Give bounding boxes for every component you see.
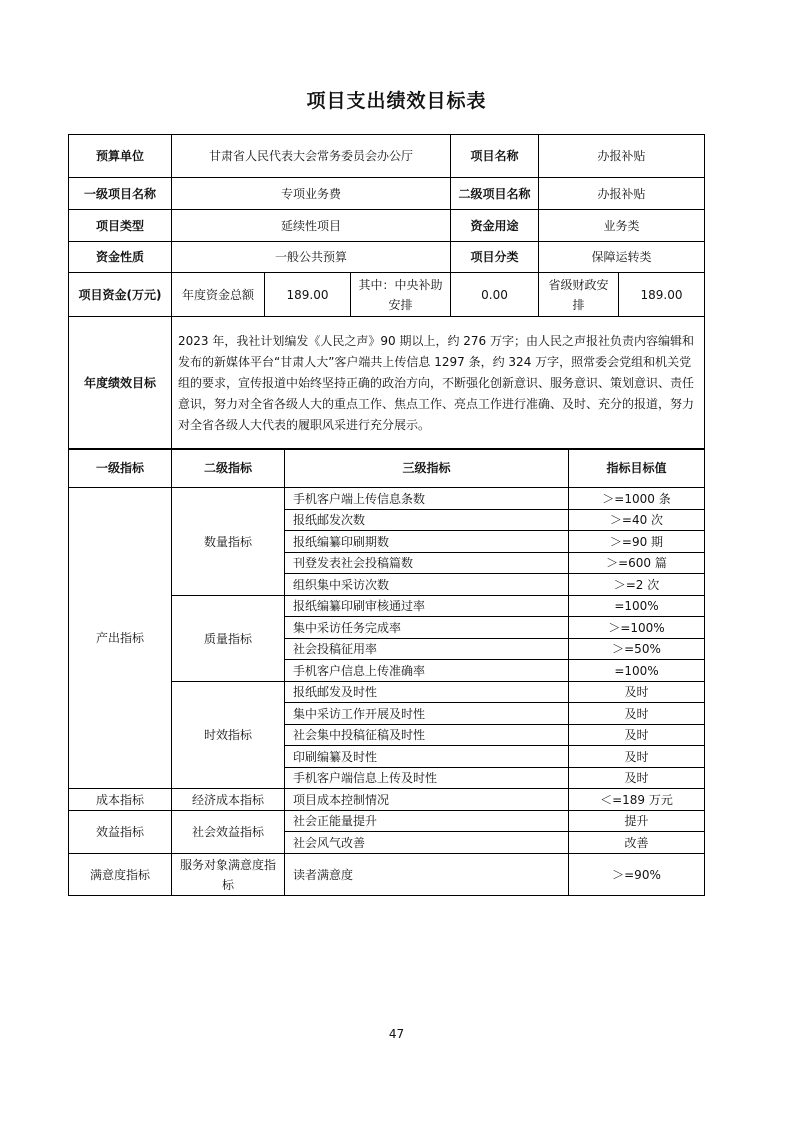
- provincial-label: 省级财政安排: [539, 273, 619, 317]
- annual-goal-label: 年度绩效目标: [69, 317, 172, 450]
- indicator-value: 及时: [569, 725, 705, 746]
- indicator-name: 读者满意度: [285, 854, 569, 896]
- header-level1: 一级指标: [69, 449, 172, 488]
- benefit-sub-label: 社会效益指标: [172, 811, 285, 854]
- central-subsidy-value: 0.00: [451, 273, 539, 317]
- indicator-name: 组织集中采访次数: [285, 574, 569, 596]
- output-indicator-label: 产出指标: [69, 488, 172, 789]
- header-level3: 三级指标: [285, 449, 569, 488]
- fund-use-label: 资金用途: [451, 210, 539, 242]
- indicator-name: 报纸编纂印刷审核通过率: [285, 596, 569, 617]
- indicator-value: ＞=90 期: [569, 531, 705, 553]
- project-category-label: 项目分类: [451, 242, 539, 273]
- cost-sub-label: 经济成本指标: [172, 789, 285, 811]
- indicator-value: ＞=600 篇: [569, 553, 705, 574]
- indicator-value: ＞=40 次: [569, 510, 705, 531]
- indicators-table: [68, 448, 705, 896]
- indicator-name: 社会投稿征用率: [285, 639, 569, 660]
- indicator-value: ＜=189 万元: [569, 789, 705, 811]
- timeliness-indicator-label: 时效指标: [172, 682, 285, 789]
- indicator-value: ＞=1000 条: [569, 488, 705, 510]
- project-name-value: 办报补贴: [539, 135, 705, 178]
- project-name-label: 项目名称: [451, 135, 539, 178]
- indicator-name: 报纸邮发及时性: [285, 682, 569, 703]
- page-title: 项目支出绩效目标表: [306, 90, 487, 112]
- indicator-value: ＞=90%: [569, 854, 705, 896]
- indicator-value: ＞=50%: [569, 639, 705, 660]
- indicator-name: 社会风气改善: [285, 832, 569, 854]
- indicator-value: 及时: [569, 682, 705, 703]
- indicator-value: ＞=2 次: [569, 574, 705, 596]
- level1-name-label: 一级项目名称: [69, 178, 172, 210]
- provincial-value: 189.00: [619, 273, 705, 317]
- satisfaction-sub-label: 服务对象满意度指标: [172, 854, 285, 896]
- header-level2: 二级指标: [172, 449, 285, 488]
- level2-name-label: 二级项目名称: [451, 178, 539, 210]
- indicator-value: =100%: [569, 660, 705, 682]
- budget-unit-value: 甘肃省人民代表大会常务委员会办公厅: [172, 135, 451, 178]
- header-target: 指标目标值: [569, 449, 705, 488]
- indicator-value: 及时: [569, 703, 705, 725]
- funds-label: 项目资金(万元): [69, 273, 172, 317]
- project-type-label: 项目类型: [69, 210, 172, 242]
- indicator-name: 印刷编纂及时性: [285, 746, 569, 768]
- annual-total-label: 年度资金总额: [172, 273, 265, 317]
- project-category-value: 保障运转类: [539, 242, 705, 273]
- indicator-value: 改善: [569, 832, 705, 854]
- cost-indicator-label: 成本指标: [69, 789, 172, 811]
- quality-indicator-label: 质量指标: [172, 596, 285, 682]
- benefit-indicator-label: 效益指标: [69, 811, 172, 854]
- indicator-name: 手机客户信息上传准确率: [285, 660, 569, 682]
- central-subsidy-label: 其中：中央补助安排: [351, 273, 451, 317]
- indicator-name: 手机客户端信息上传及时性: [285, 768, 569, 789]
- annual-total-value: 189.00: [265, 273, 351, 317]
- level1-name-value: 专项业务费: [172, 178, 451, 210]
- indicator-name: 社会集中投稿征稿及时性: [285, 725, 569, 746]
- satisfaction-indicator-label: 满意度指标: [69, 854, 172, 896]
- indicator-name: 集中采访任务完成率: [285, 617, 569, 639]
- annual-goal-text: 2023 年，我社计划编发《人民之声》90 期以上，约 276 万字；由人民之声报社负责内容编辑和发布的新媒体平台“甘肃人大”客户端共上传信息 1297 条，约 324 万字，照常委会党组和机关党组的要求，宣传报道中始终坚持正确的政治方向，不断强化创新意识、服务意识、策划意识、责任意识，努力对全省各级人大的重点工作、焦点工作、亮点工作进行准确、及时、充分的报道，努力对全省各级人大代表的履职风采进行充分展示。: [172, 317, 705, 450]
- project-info-table: [68, 134, 705, 450]
- indicator-name: 刊登发表社会投稿篇数: [285, 553, 569, 574]
- indicator-name: 项目成本控制情况: [285, 789, 569, 811]
- indicator-value: ＞=100%: [569, 617, 705, 639]
- indicator-value: =100%: [569, 596, 705, 617]
- quantity-indicator-label: 数量指标: [172, 488, 285, 596]
- fund-nature-value: 一般公共预算: [172, 242, 451, 273]
- project-type-value: 延续性项目: [172, 210, 451, 242]
- indicator-name: 手机客户端上传信息条数: [285, 488, 569, 510]
- indicator-value: 提升: [569, 811, 705, 832]
- indicator-name: 社会正能量提升: [285, 811, 569, 832]
- indicator-name: 报纸邮发次数: [285, 510, 569, 531]
- level2-name-value: 办报补贴: [539, 178, 705, 210]
- indicator-value: 及时: [569, 768, 705, 789]
- fund-nature-label: 资金性质: [69, 242, 172, 273]
- budget-unit-label: 预算单位: [69, 135, 172, 178]
- page-number: 47: [388, 1027, 405, 1041]
- indicator-value: 及时: [569, 746, 705, 768]
- indicator-name: 报纸编纂印刷期数: [285, 531, 569, 553]
- fund-use-value: 业务类: [539, 210, 705, 242]
- indicator-name: 集中采访工作开展及时性: [285, 703, 569, 725]
